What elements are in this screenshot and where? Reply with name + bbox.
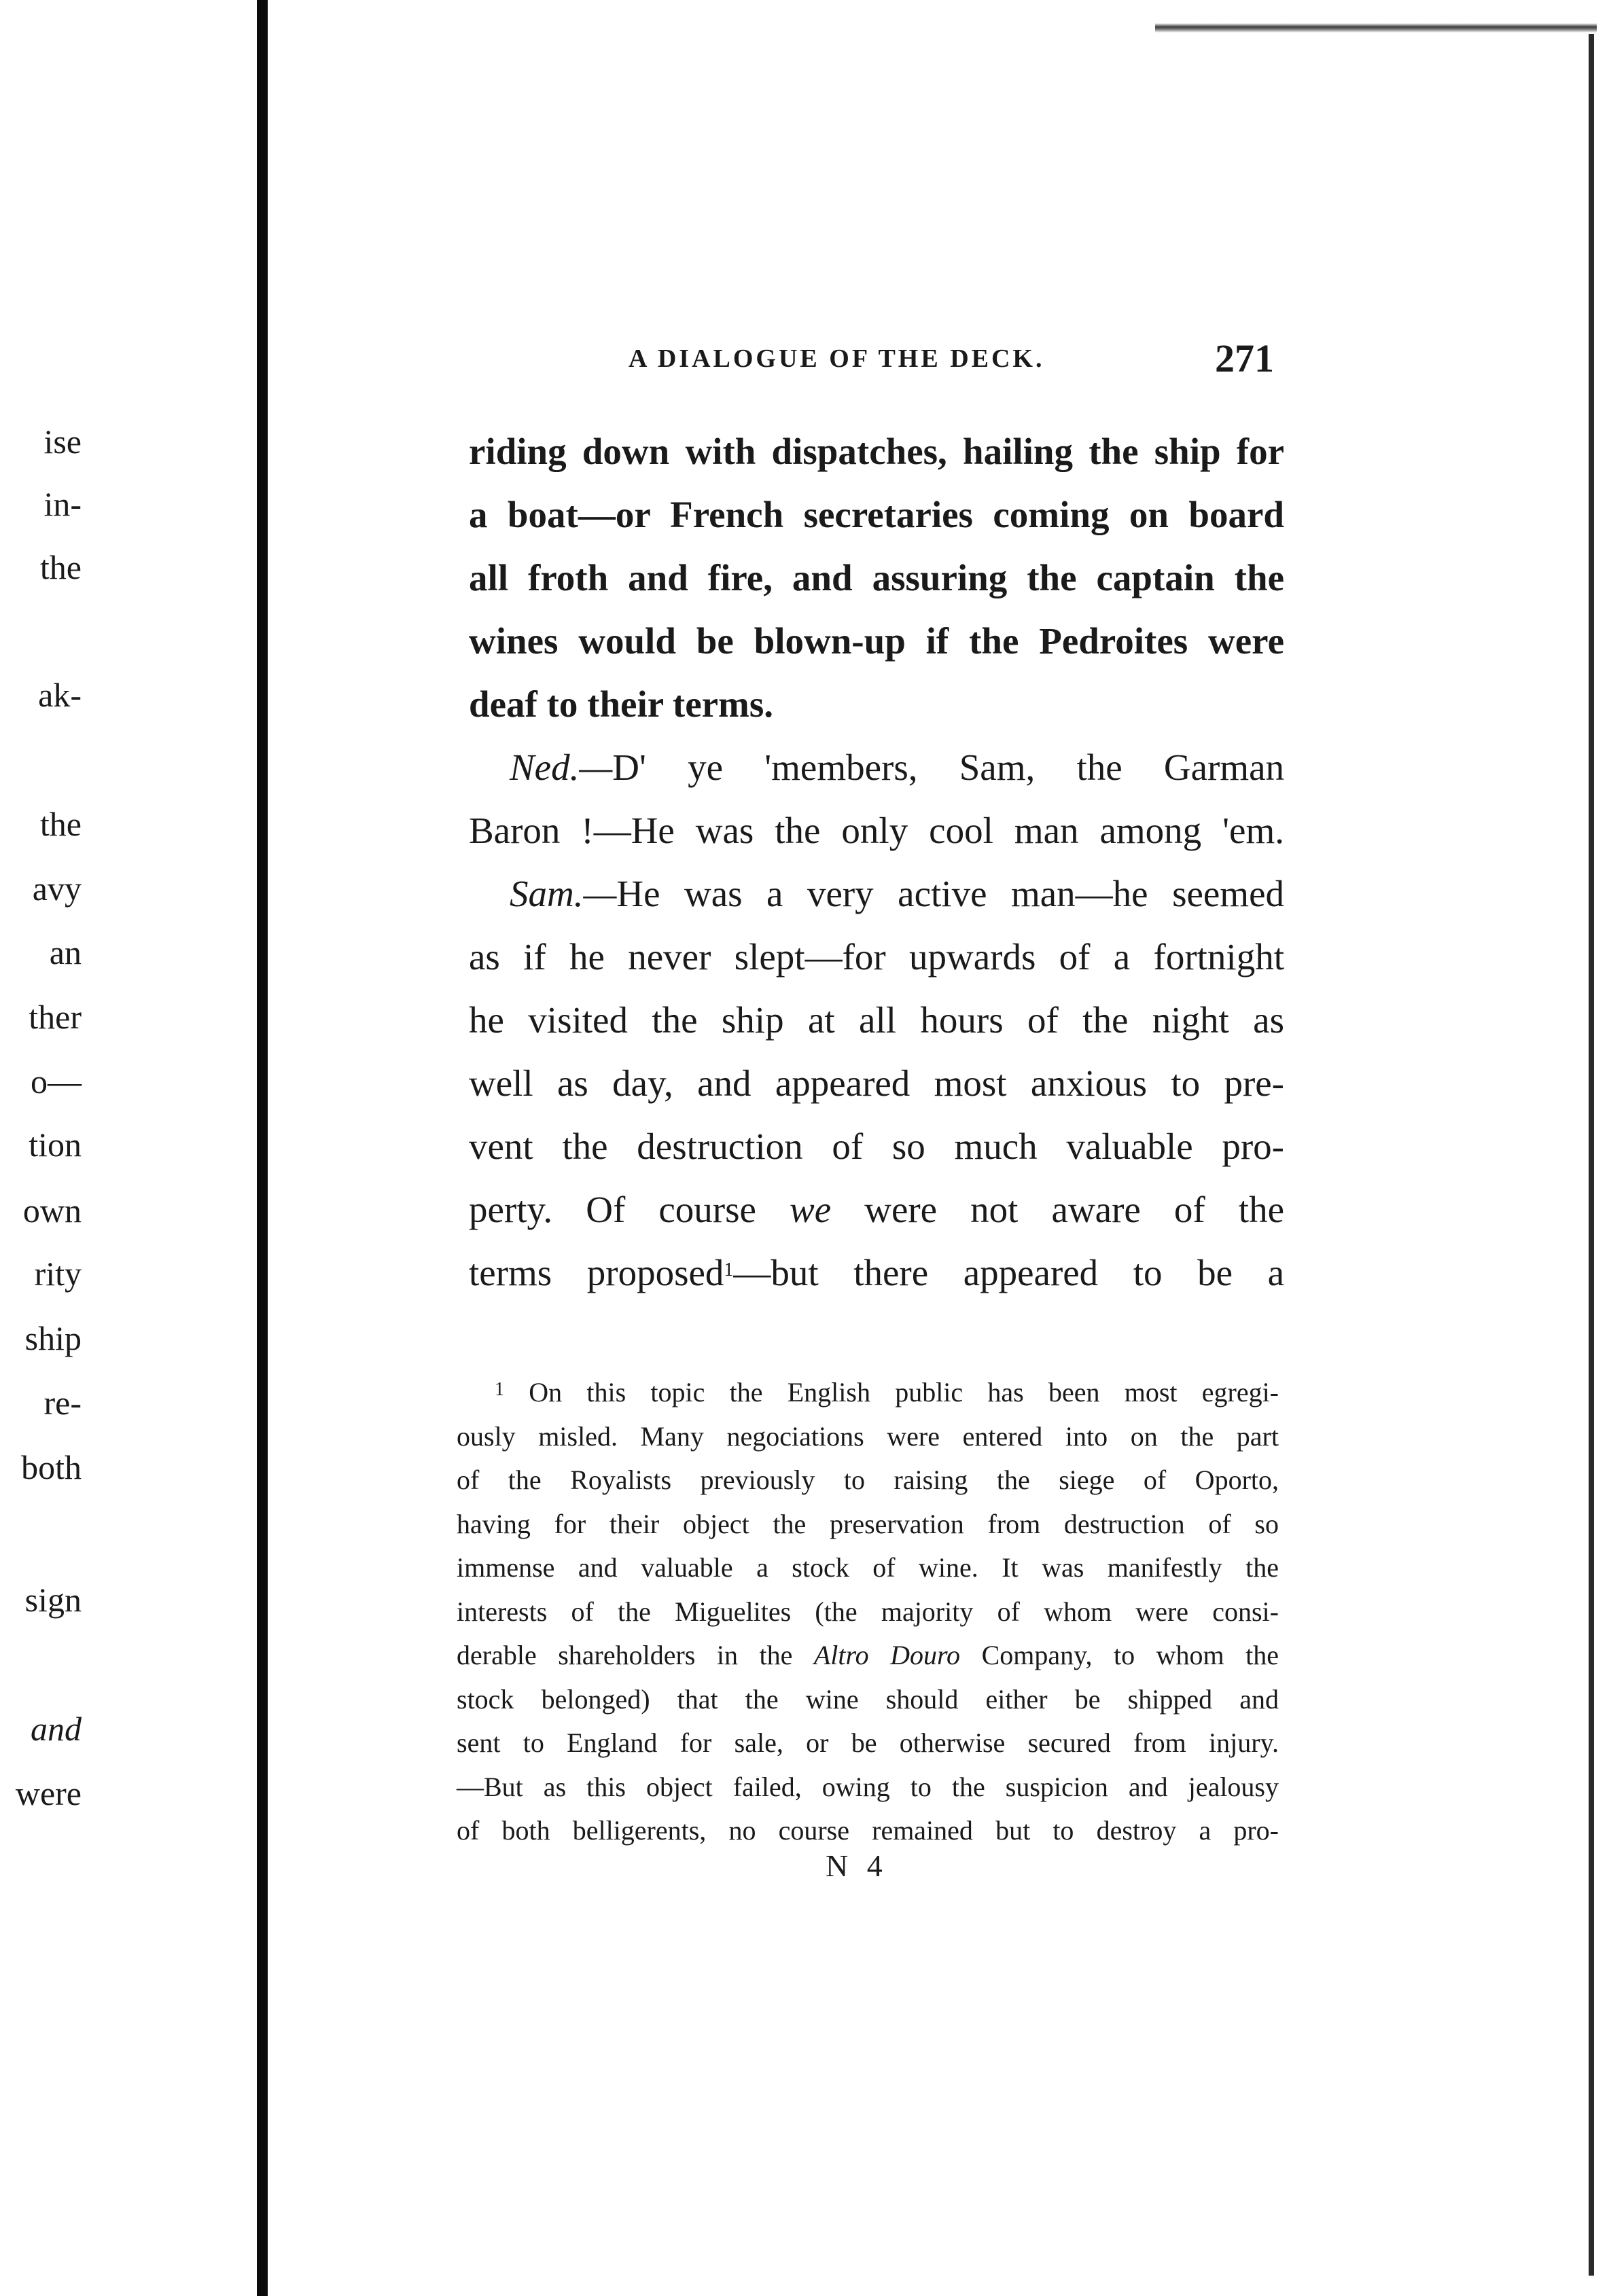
line-text: were not aware of the	[831, 1189, 1284, 1230]
body-line	[469, 736, 1284, 799]
body-line	[469, 862, 1284, 925]
body-line: deaf to their terms.	[469, 683, 774, 725]
left-page-line-fragment: o—	[31, 1062, 82, 1100]
left-page-line-fragment: sign	[24, 1581, 82, 1619]
footnote-line: ously misled. Many negociations were entered into on the part	[457, 1420, 1279, 1452]
body-line: vent the destruction of so much valuable pro-	[469, 1126, 1284, 1167]
footnote-line: immense and valuable a stock of wine. It was manifestly the	[457, 1552, 1279, 1583]
left-page-line-fragment: rity	[34, 1255, 82, 1293]
left-page-line-fragment: both	[21, 1448, 82, 1486]
left-page-line-fragment: the	[39, 805, 82, 843]
line-text: perty. Of course	[469, 1189, 790, 1230]
line-text: —but there appeared to be a	[733, 1252, 1284, 1293]
left-page-line-fragment: avy	[32, 869, 82, 908]
left-page-line-fragment: ship	[24, 1319, 82, 1357]
footnote-emphasis: Altro Douro	[813, 1640, 961, 1670]
footnote-line: interests of the Miguelites (the majority of whom were consi-	[457, 1596, 1279, 1627]
body-line: all froth and fire, and assuring the captain the	[469, 557, 1284, 598]
body-line: as if he never slept—for upwards of a fortnight	[469, 936, 1284, 977]
body-text	[469, 420, 1284, 1304]
left-page-fragment	[0, 0, 253, 2296]
footnote-line: stock belonged) that the wine should either be shipped and	[457, 1683, 1279, 1715]
left-page-line-fragment: tion	[29, 1126, 82, 1164]
body-line: Baron !—He was the only cool man among 'em.	[469, 810, 1284, 851]
footnote-text: derable shareholders in the	[457, 1640, 814, 1670]
footnote-marker: 1	[495, 1379, 504, 1400]
body-line	[469, 1241, 1284, 1304]
emphasis-text: we	[790, 1189, 832, 1230]
footnote-line: of both belligerents, no course remained but to destroy a pro-	[457, 1815, 1279, 1846]
left-page-line-fragment: re-	[43, 1384, 82, 1422]
left-page-line-fragment: in-	[43, 485, 82, 523]
page-right-edge	[1589, 34, 1594, 2276]
footnote-line: of the Royalists previously to raising the siege of Oporto,	[457, 1465, 1279, 1495]
left-page-line-fragment: and	[31, 1710, 82, 1748]
speaker-label: Ned.—	[510, 747, 613, 788]
body-line: wines would be blown-up if the Pedroites were	[469, 620, 1284, 662]
body-line: he visited the ship at all hours of the night as	[469, 999, 1284, 1041]
speech-text: D' ye 'members, Sam, the Garman	[612, 747, 1284, 788]
footnote-line: —But as this object failed, owing to the suspicion and jealousy	[457, 1771, 1279, 1802]
footnote-text: On this topic the English public has been most egregi-	[529, 1377, 1279, 1407]
body-line: well as day, and appeared most anxious to pre-	[469, 1062, 1284, 1104]
left-page-line-fragment: ise	[43, 423, 82, 461]
footnote	[457, 1371, 1279, 1853]
left-page-line-fragment: ther	[29, 998, 82, 1036]
page-top-edge	[1155, 23, 1597, 33]
footnote-line	[457, 1371, 1279, 1415]
signature-mark: N 4	[826, 1848, 888, 1883]
left-page-line-fragment: an	[49, 933, 82, 971]
gutter-shadow	[257, 0, 268, 2296]
footnote-line	[457, 1634, 1279, 1678]
page-number: 271	[1215, 336, 1274, 380]
running-head: A DIALOGUE OF THE DECK.	[629, 344, 1045, 373]
left-page-line-fragment: ak-	[38, 676, 82, 714]
left-page-line-fragment: the	[39, 548, 82, 586]
body-line: riding down with dispatches, hailing the ship for	[469, 431, 1284, 472]
left-page-line-fragment: own	[22, 1191, 82, 1230]
left-page-line-fragment: were	[15, 1774, 82, 1812]
footnote-text: Company, to whom the	[960, 1640, 1279, 1670]
body-line: a boat—or French secretaries coming on board	[469, 494, 1284, 535]
footnote-reference: 1	[724, 1259, 734, 1280]
body-line	[469, 1178, 1284, 1241]
line-text: terms proposed	[469, 1252, 724, 1293]
speech-text: He was a very active man—he seemed	[616, 873, 1284, 914]
footnote-line: sent to England for sale, or be otherwise secured from injury.	[457, 1727, 1279, 1758]
speaker-label: Sam.—	[510, 873, 617, 914]
footnote-line: having for their object the preservation from destruction of so	[457, 1508, 1279, 1539]
